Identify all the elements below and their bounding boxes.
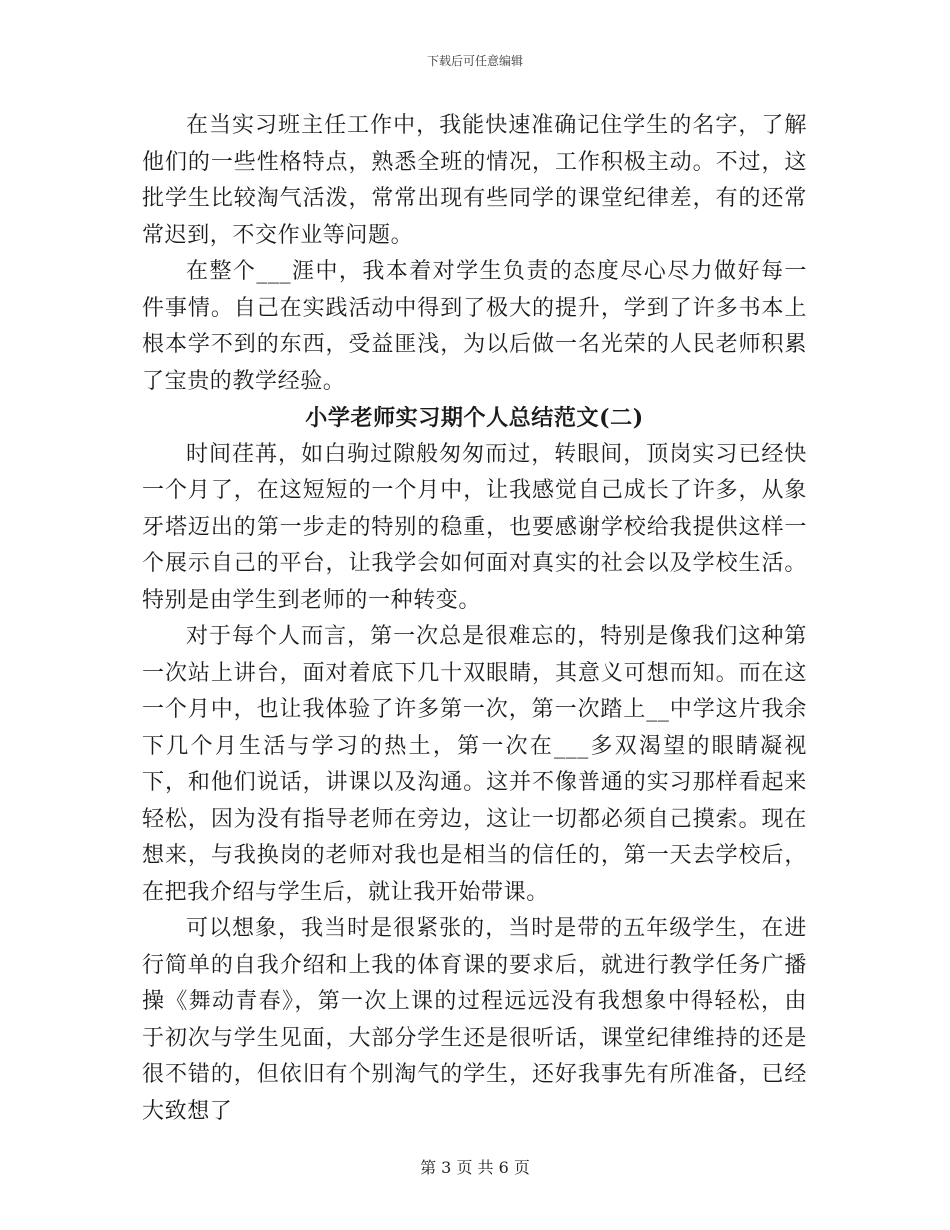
section-title: 小学老师实习期个人总结范文(二) — [305, 405, 644, 431]
page-number: 第 3 页 共 6 页 — [420, 1158, 530, 1177]
paragraph: 时间荏苒，如白驹过隙般匆匆而过，转眼间，顶岗实习已经快一个月了，在这短短的一个月中，让我感觉自己成长了许多，从象牙塔迈出的第一步走的特别的稳重，也要感谢学校给我提供这样一个展示自己的平台，让我学会如何面对真实的社会以及学校生活。特别是由学生到老师的一种转变。 — [142, 441, 807, 613]
paragraph: 在当实习班主任工作中，我能快速准确记住学生的名字，了解他们的一些性格特点，熟悉全班的情况，工作积极主动。不过，这批学生比较淘气活泼，常常出现有些同学的课堂纪律差，有的还常常迟到，不交作业等问题。 — [142, 113, 807, 248]
paragraph: 对于每个人而言，第一次总是很难忘的，特别是像我们这种第一次站上讲台，面对着底下几十双眼睛，其意义可想而知。而在这一个月中，也让我体验了许多第一次，第一次踏上__中学这片我余下几个月生活与学习的热土，第一次在___多双渴望的眼睛凝视下，和他们说话，讲课以及沟通。这并不像普通的实习那样看起来轻松，因为没有指导老师在旁边，这让一切都必须自己摸索。现在想来，与我换岗的老师对我也是相当的信任的，第一天去学校后，在把我介绍与学生后，就让我开始带课。 — [142, 624, 807, 905]
document-body — [142, 108, 807, 1130]
page-header: 下载后可任意编辑 — [426, 54, 523, 68]
paragraph: 在整个___涯中，我本着对学生负责的态度尽心尽力做好每一件事情。自己在实践活动中得到了极大的提升，学到了许多书本上根本学不到的东西，受益匪浅，为以后做一名光荣的人民老师积累了宝贵的教学经验。 — [142, 259, 807, 394]
paragraph: 可以想象，我当时是很紧张的，当时是带的五年级学生，在进行简单的自我介绍和上我的体育课的要求后，就进行教学任务广播操《舞动青春》，第一次上课的过程远远没有我想象中得轻松，由于初次与学生见面，大部分学生还是很听话，课堂纪律维持的还是很不错的，但依旧有个别淘气的学生，还好我事先有所准备，已经大致想了 — [142, 916, 807, 1124]
